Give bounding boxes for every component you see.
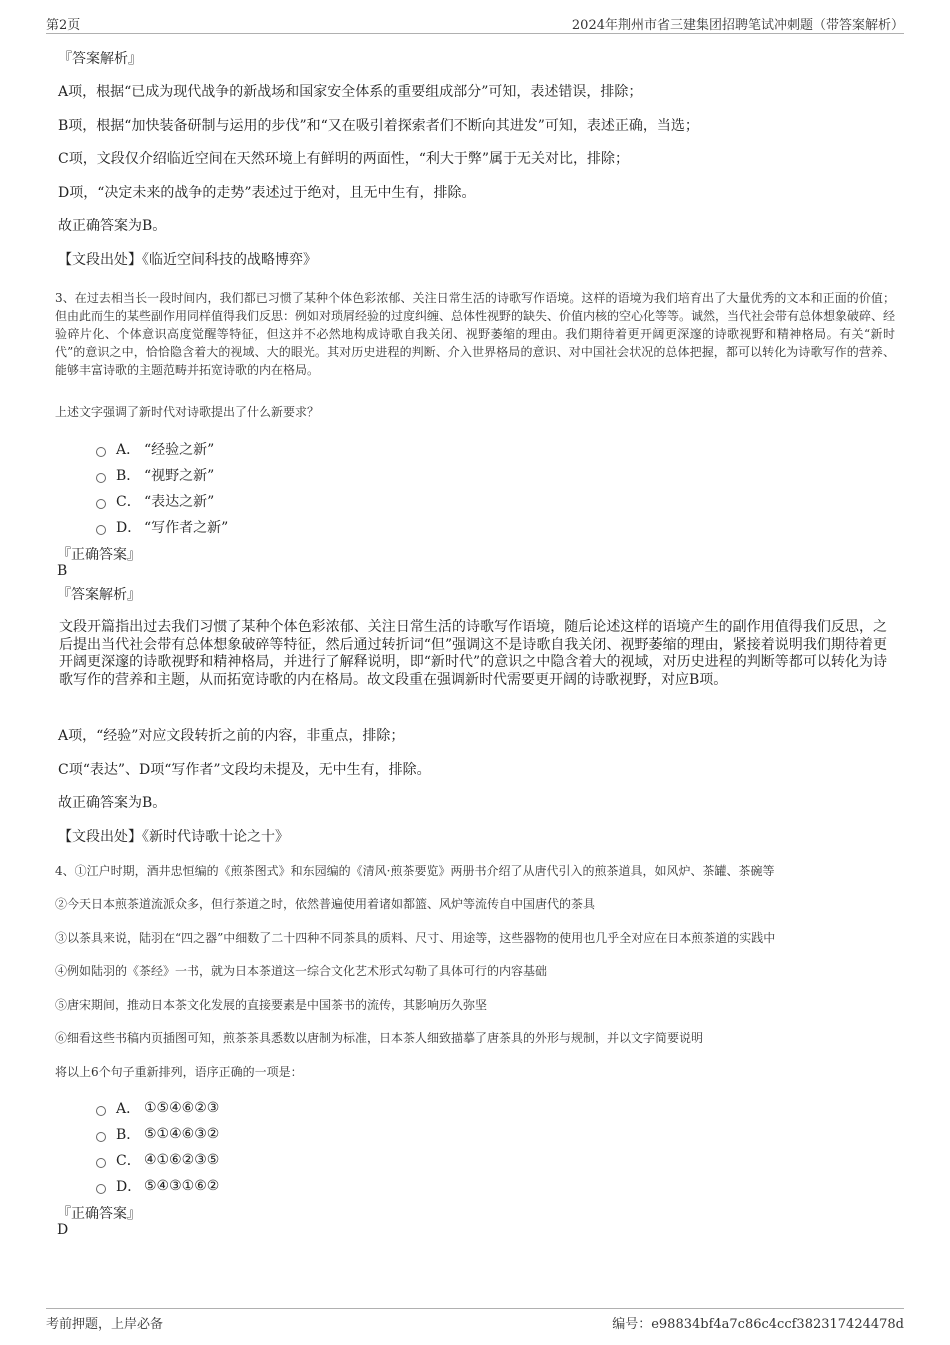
q3-analysis-line: A项，“经验”对应文段转折之前的内容，非重点，排除； (58, 728, 405, 744)
q3-passage: 3、在过去相当长一段时间内，我们都已习惯了某种个体色彩浓郁、关注日常生活的诗歌写作语境。这样的语境为我们培育出了大量优秀的文本和正面的价值；但由此而生的某些副作用同样值得我们反思：例如对琐屑经验的过度纠缠、总体性视野的缺失、价值内核的空心化等等。诚然，当代社会带有总体想象破碎、经验碎片化、个体意识高度觉醒等特征，但这并不必然地构成诗歌自我关闭、视野萎缩的理由。我们期待着更开阔更深邃的诗歌视野和精神格局。有关“新时代”的意识之中，恰恰隐含着大的视域、大的眼光。其对历史进程的判断、介入世界格局的意识、对中国社会状况的总体把握，都可以转化为诗歌写作的营养、能够丰富诗歌的主题范畴并拓宽诗歌的内在格局。 (55, 291, 896, 377)
q4-option-b[interactable]: B． ⑤①④⑥③② (96, 1124, 219, 1144)
radio-icon[interactable] (96, 499, 106, 509)
q4-sentence: ③以茶具来说，陆羽在“四之器”中细数了二十四种不同茶具的质料、尺寸、用途等，这些器物的使用也几乎全对应在日本煎茶道的实践中 (55, 931, 776, 945)
document-title: 2024年荆州市省三建集团招聘笔试冲刺题（带答案解析） (571, 18, 904, 33)
radio-icon[interactable] (96, 473, 106, 483)
q3-correct-heading: 『正确答案』 (57, 547, 141, 563)
q4-option-c[interactable]: C． ④①⑥②③⑤ (96, 1150, 219, 1170)
q3-correct-answer: B (57, 563, 68, 579)
q4-sentence: ④例如陆羽的《茶经》一书，就为日本茶道这一综合文化艺术形式勾勒了具体可行的内容基础 (55, 964, 548, 978)
q4-sentence: ②今天日本煎茶道流派众多，但行茶道之时，依然普遍使用着诸如都篮、风炉等流传自中国唐代的茶具 (55, 897, 596, 911)
q3-analysis-heading: 『答案解析』 (57, 587, 141, 603)
radio-icon[interactable] (96, 1184, 106, 1194)
q3-option-d[interactable]: D． “写作者之新” (96, 517, 228, 537)
q3-analysis-line: C项“表达”、D项“写作者”文段均未提及，无中生有，排除。 (58, 762, 431, 778)
q2-analysis-line: C项，文段仅介绍临近空间在天然环境上有鲜明的两面性，“利大于弊”属于无关对比，排除； (58, 151, 630, 167)
q4-sentence: ⑥细看这些书稿内页插图可知，煎茶茶具悉数以唐制为标准，日本茶人细致描摹了唐茶具的外形与规制，并以文字简要说明 (55, 1031, 704, 1045)
q3-question: 上述文字强调了新时代对诗歌提出了什么新要求？ (55, 405, 320, 419)
q2-analysis-line: B项，根据“加快装备研制与运用的步伐”和“又在吸引着探索者们不断向其进发”可知，表述正确，当选； (58, 118, 699, 134)
radio-icon[interactable] (96, 1106, 106, 1116)
document-id: 编号：e98834bf4a7c86c4ccf382317424478d (612, 1317, 904, 1332)
footer-slogan: 考前押题，上岸必备 (46, 1317, 164, 1332)
q4-question: 将以上6个句子重新排列，语序正确的一项是： (55, 1065, 303, 1079)
q2-analysis-line: D项，“决定未来的战争的走势”表述过于绝对，且无中生有，排除。 (58, 185, 476, 201)
q4-correct-heading: 『正确答案』 (57, 1206, 141, 1222)
q4-option-d[interactable]: D． ⑤④③①⑥② (96, 1176, 219, 1196)
q3-option-c[interactable]: C． “表达之新” (96, 491, 214, 511)
q3-option-b[interactable]: B． “视野之新” (96, 465, 214, 485)
page-number: 第2页 (46, 18, 81, 33)
radio-icon[interactable] (96, 525, 106, 535)
q4-option-a[interactable]: A． ①⑤④⑥②③ (96, 1098, 219, 1118)
page-footer (46, 1308, 904, 1333)
q3-answer-line: 故正确答案为B。 (58, 795, 167, 811)
radio-icon[interactable] (96, 447, 106, 457)
q4-sentence: ⑤唐宋期间，推动日本茶文化发展的直接要素是中国茶书的流传，其影响历久弥坚 (55, 998, 488, 1012)
q2-analysis-line: A项，根据“已成为现代战争的新战场和国家安全体系的重要组成部分”可知，表述错误，排除； (58, 84, 643, 100)
page-header (46, 14, 904, 34)
radio-icon[interactable] (96, 1132, 106, 1142)
q2-analysis-heading: 『答案解析』 (58, 51, 142, 67)
q3-option-a[interactable]: A． “经验之新” (96, 439, 214, 459)
radio-icon[interactable] (96, 1158, 106, 1168)
q2-answer-line: 故正确答案为B。 (58, 218, 167, 234)
q2-source: 【文段出处】《临近空间科技的战略博弈》 (58, 252, 317, 268)
q3-analysis: 文段开篇指出过去我们习惯了某种个体色彩浓郁、关注日常生活的诗歌写作语境，随后论述这样的语境产生的副作用值得我们反思，之后提出当代社会带有总体想象破碎等特征，然后通过转折词“但”强调这不是诗歌自我关闭、视野萎缩的理由，紧接着说明我们期待着更开阔更深邃的诗歌视野和精神格局，并进行了解释说明，即“新时代”的意识之中隐含着大的视域，对历史进程的判断等都可以转化为诗歌写作的营养和主题，从而拓宽诗歌的内在格局。故文段重在强调新时代需要更开阔的诗歌视野，对应B项。 (59, 619, 887, 688)
q3-source: 【文段出处】《新时代诗歌十论之十》 (58, 829, 289, 845)
q4-sentence: 4、①江户时期，酒井忠恒编的《煎茶图式》和东园编的《清风·煎茶要览》两册书介绍了从唐代引入的煎茶道具，如风炉、茶罐、茶碗等 (55, 864, 775, 878)
q4-correct-answer: D (57, 1222, 69, 1238)
